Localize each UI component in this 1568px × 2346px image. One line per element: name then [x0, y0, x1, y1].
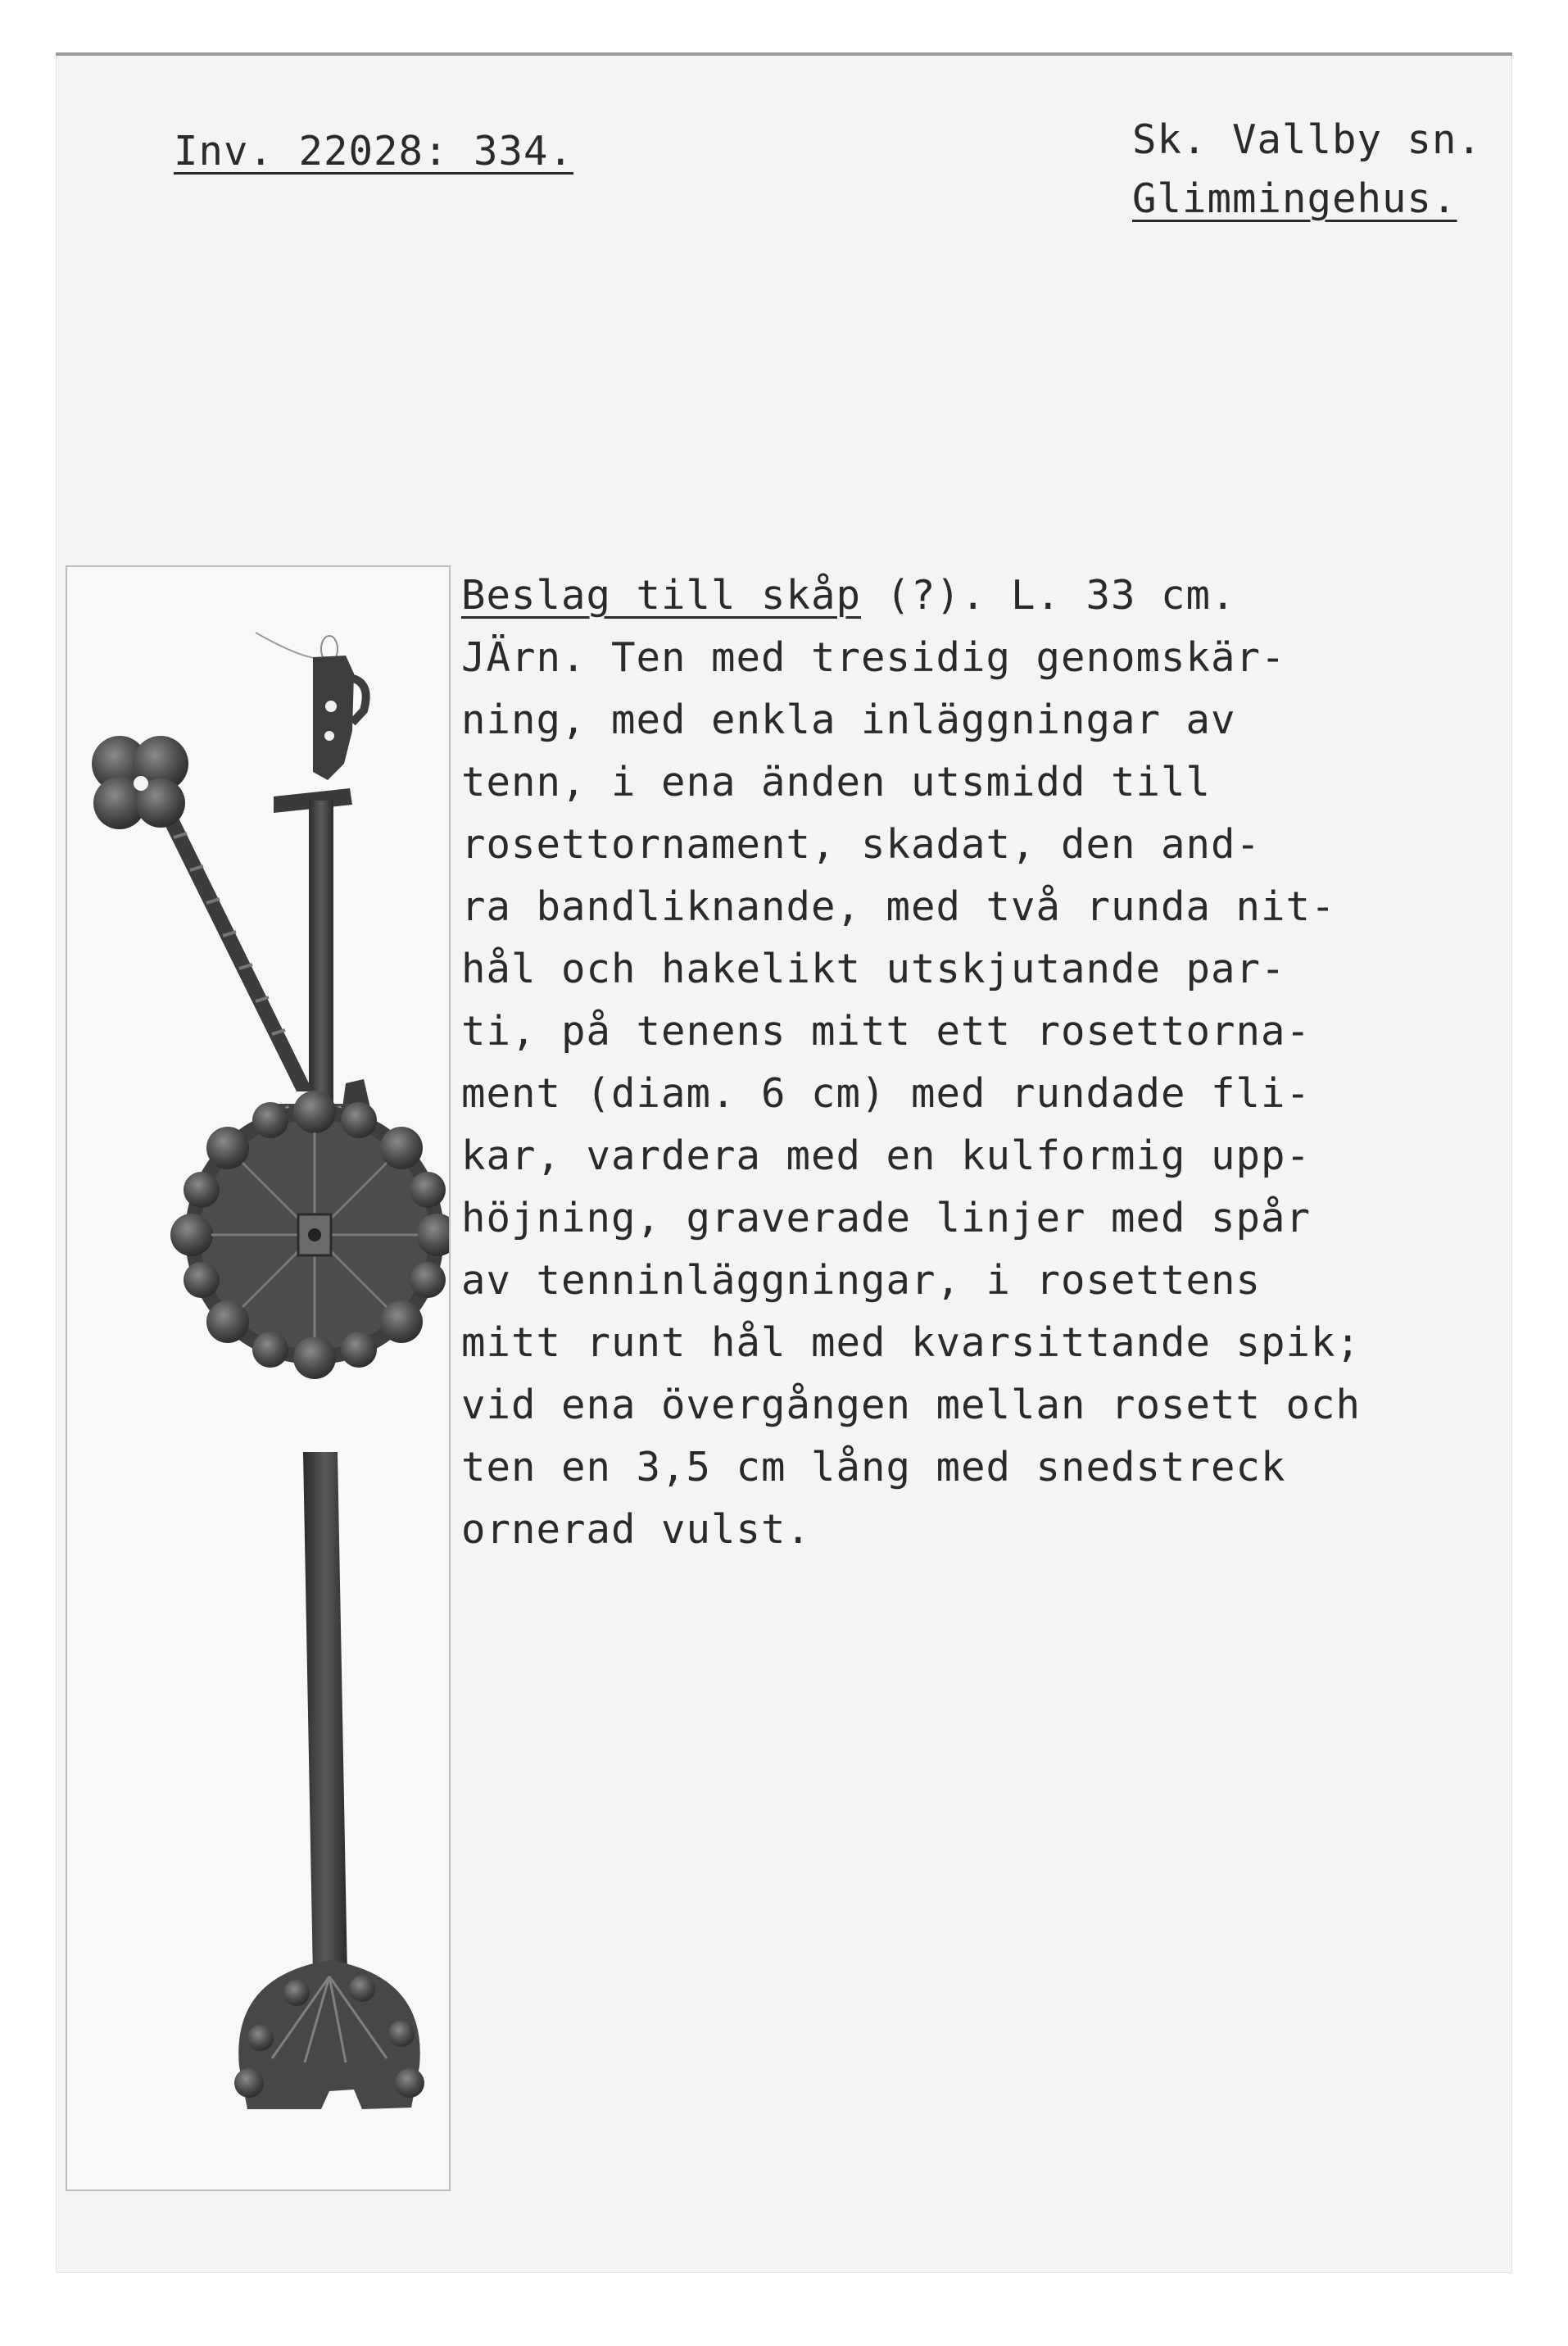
location-site: Glimmingehus.	[1132, 175, 1457, 222]
object-name: Beslag till skåp	[461, 572, 862, 619]
description-line: ornerad vulst.	[461, 1506, 812, 1553]
description-line: ten en 3,5 cm lång med snedstreck	[461, 1444, 1286, 1491]
iron-fitting-photo	[67, 567, 449, 2189]
description-line: JÄrn. Ten med tresidig genomskär-	[461, 634, 1286, 681]
description-line: hål och hakelikt utskjutande par-	[461, 946, 1286, 992]
description-line: ti, på tenens mitt ett rosettorna-	[461, 1008, 1312, 1055]
description-line: ning, med enkla inläggningar av	[461, 697, 1236, 743]
card-top-edge	[56, 52, 1512, 56]
object-dimensions: (?). L. 33 cm.	[861, 572, 1236, 619]
description-line: höjning, graverade linjer med spår	[461, 1195, 1312, 1241]
description-line: rosettornament, skadat, den and-	[461, 821, 1262, 868]
description-line: vid ena övergången mellan rosett och	[461, 1382, 1362, 1428]
description-line: ment (diam. 6 cm) med rundade fli-	[461, 1070, 1312, 1117]
location-parish: Sk. Vallby sn.	[1132, 116, 1483, 163]
bottom-fan-end	[234, 1960, 424, 2109]
object-photo	[66, 565, 451, 2191]
central-rosette	[170, 1091, 449, 1379]
description-line: kar, vardera med en kulformig upp-	[461, 1132, 1312, 1179]
description-line: av tenninläggningar, i rosettens	[461, 1257, 1262, 1304]
description-line: ra bandliknande, med två runda nit-	[461, 883, 1336, 930]
description-heading	[461, 572, 1236, 619]
description-line: tenn, i ena änden utsmidd till	[461, 759, 1212, 805]
description-line: mitt runt hål med kvarsittande spik;	[461, 1319, 1362, 1366]
inventory-number: Inv. 22028: 334.	[174, 128, 574, 175]
